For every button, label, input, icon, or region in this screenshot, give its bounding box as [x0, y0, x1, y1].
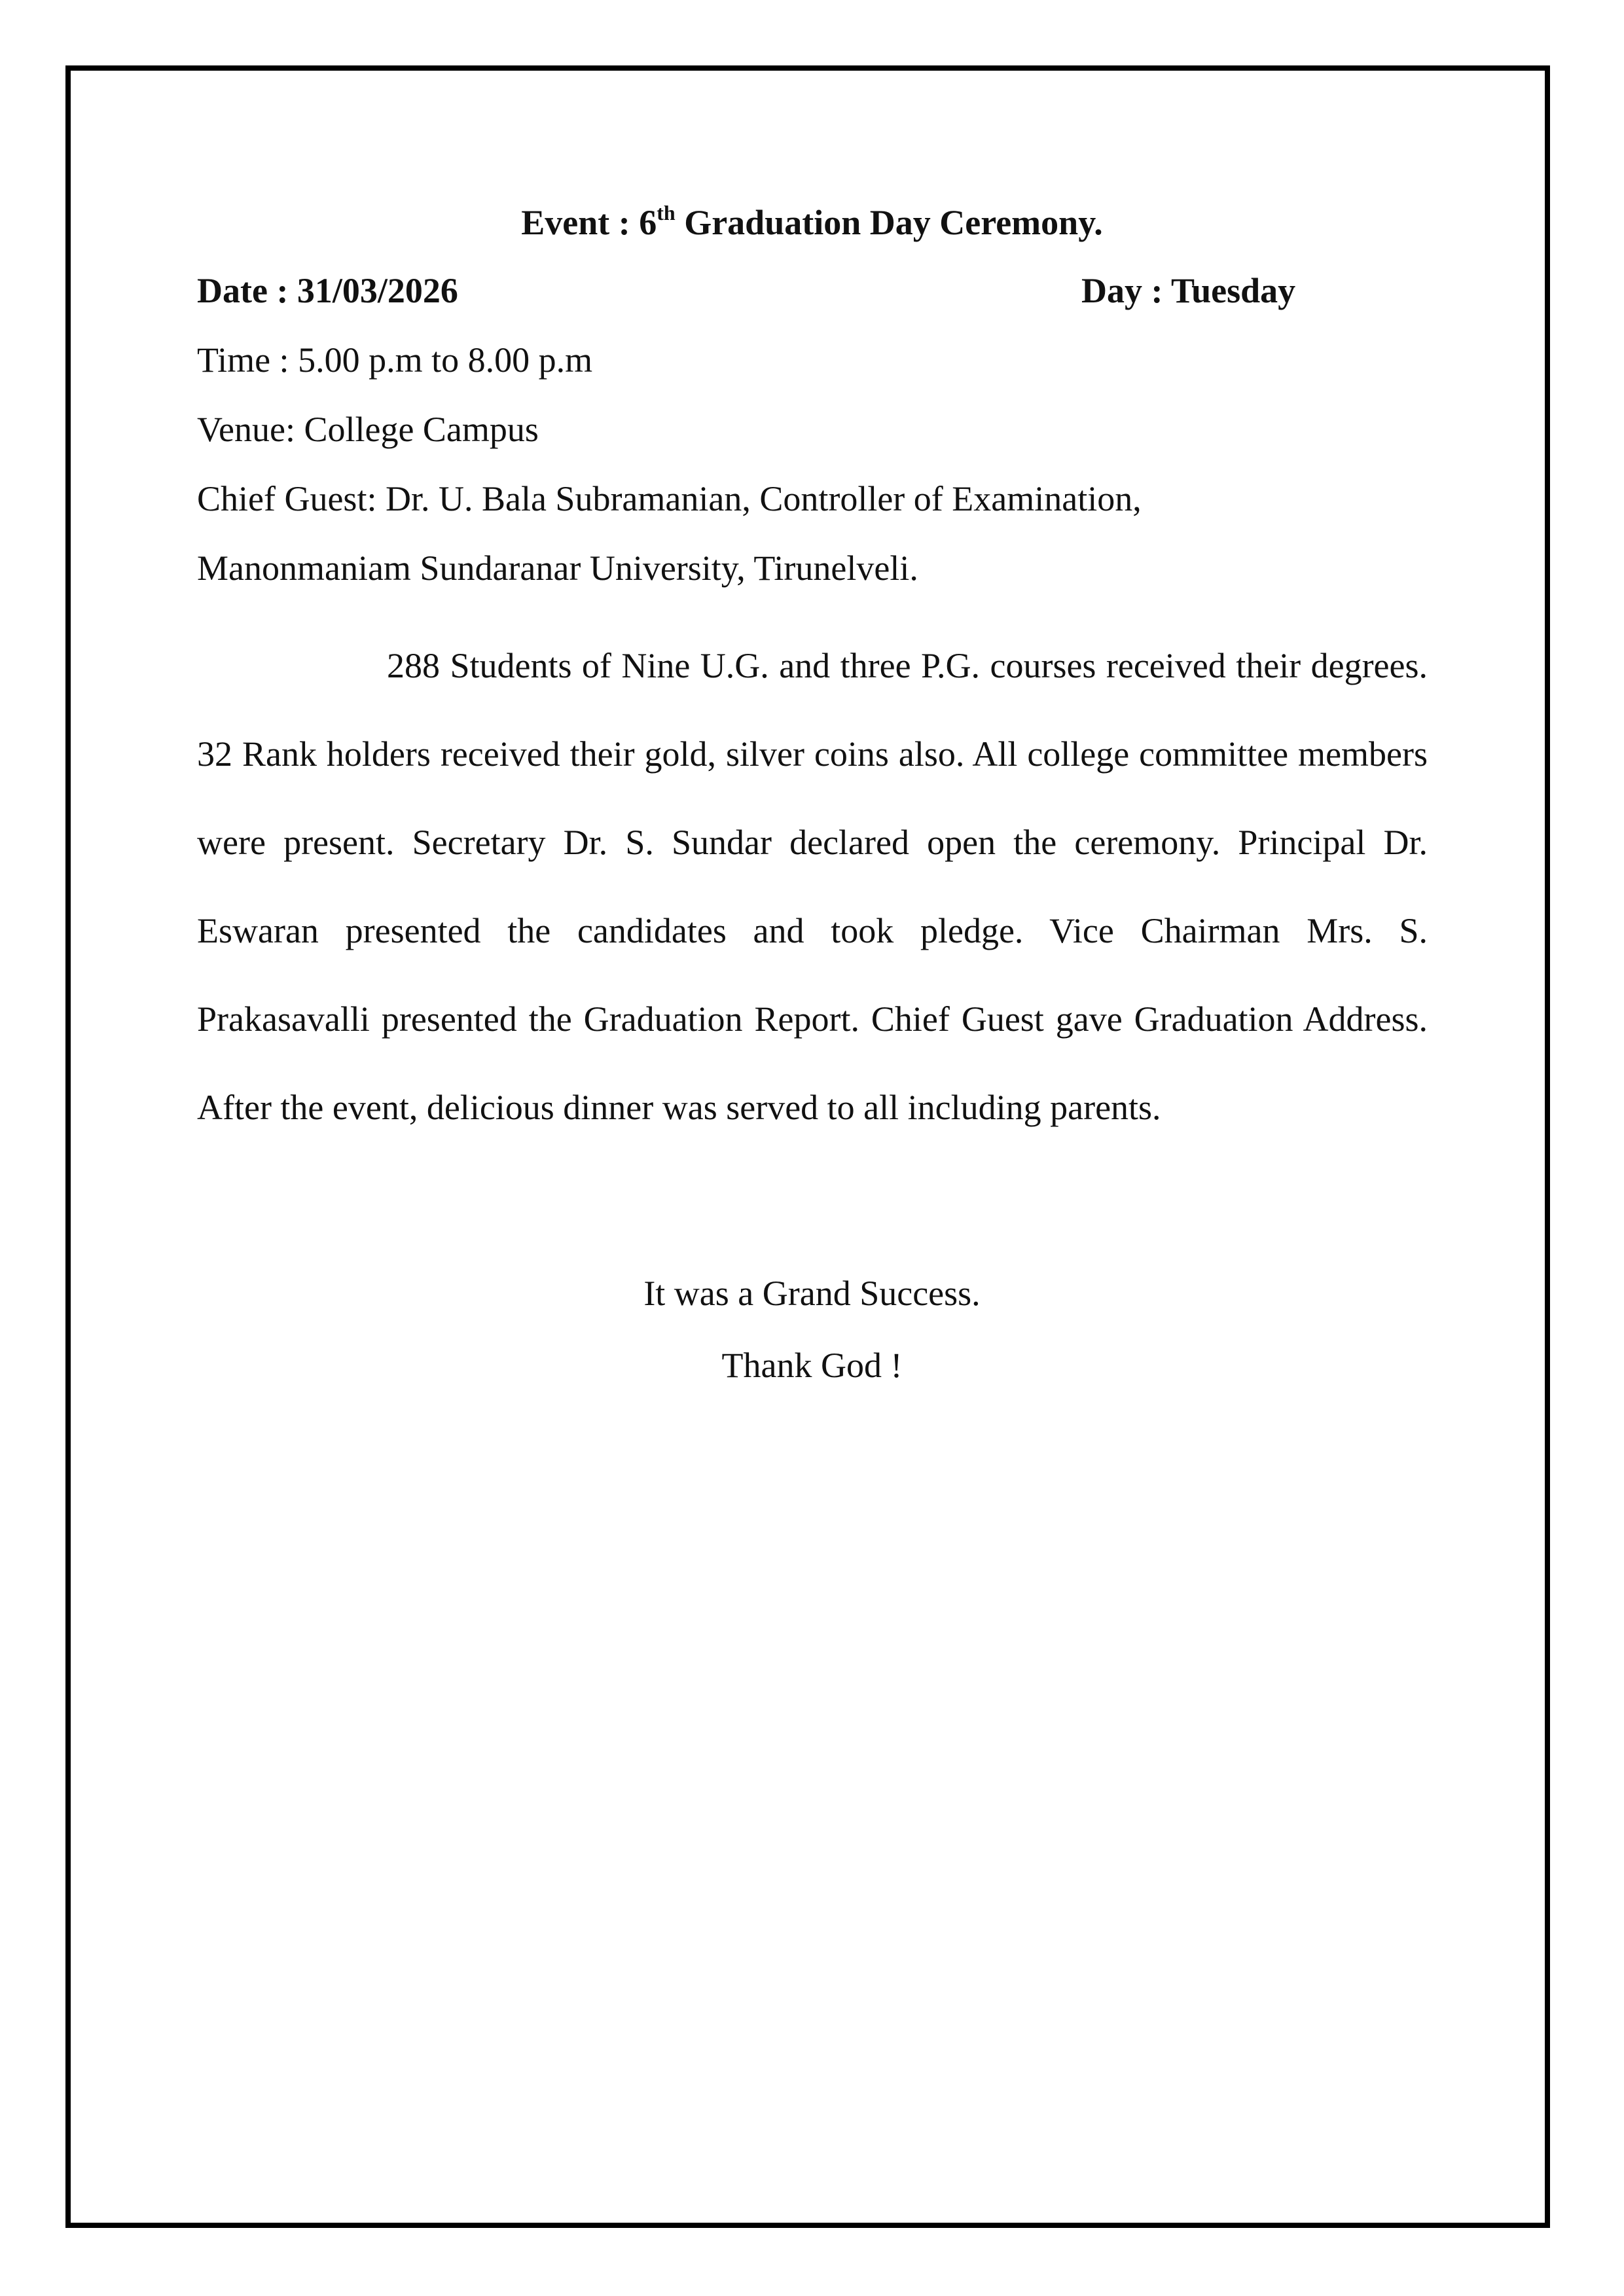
- event-venue: Venue: College Campus: [197, 410, 539, 449]
- event-title: [0, 196, 1624, 249]
- event-ordinal-number: 6: [639, 203, 657, 242]
- closing-success: It was a Grand Success.: [643, 1274, 981, 1313]
- event-date: Date : 31/03/2026: [197, 271, 458, 310]
- closing-thanks: Thank God !: [721, 1346, 903, 1385]
- event-day: Day : Tuesday: [1081, 271, 1296, 310]
- event-time: Time : 5.00 p.m to 8.00 p.m: [197, 340, 593, 380]
- event-label: Event :: [521, 203, 640, 242]
- event-report-paragraph: 288 Students of Nine U.G. and three P.G. courses received their degrees. 32 Rank holders received their gold, silver coins also. All college committee members were present. Secretary Dr. S. Sundar declared open the ceremony. Principal Dr. Eswaran presented the candidates and took pledge. Vice Chairman Mrs. S. Prakasavalli presented the Graduation Report. Chief Guest gave Graduation Address. After the event, delicious dinner was served to all including parents.: [197, 646, 1428, 1127]
- event-ordinal-suffix: th: [657, 201, 676, 224]
- chief-guest-line-1: Chief Guest: Dr. U. Bala Subramanian, Controller of Examination,: [197, 479, 1142, 518]
- chief-guest-line-2: Manonmaniam Sundaranar University, Tirunelveli.: [197, 548, 918, 588]
- event-name: Graduation Day Ceremony.: [675, 203, 1103, 242]
